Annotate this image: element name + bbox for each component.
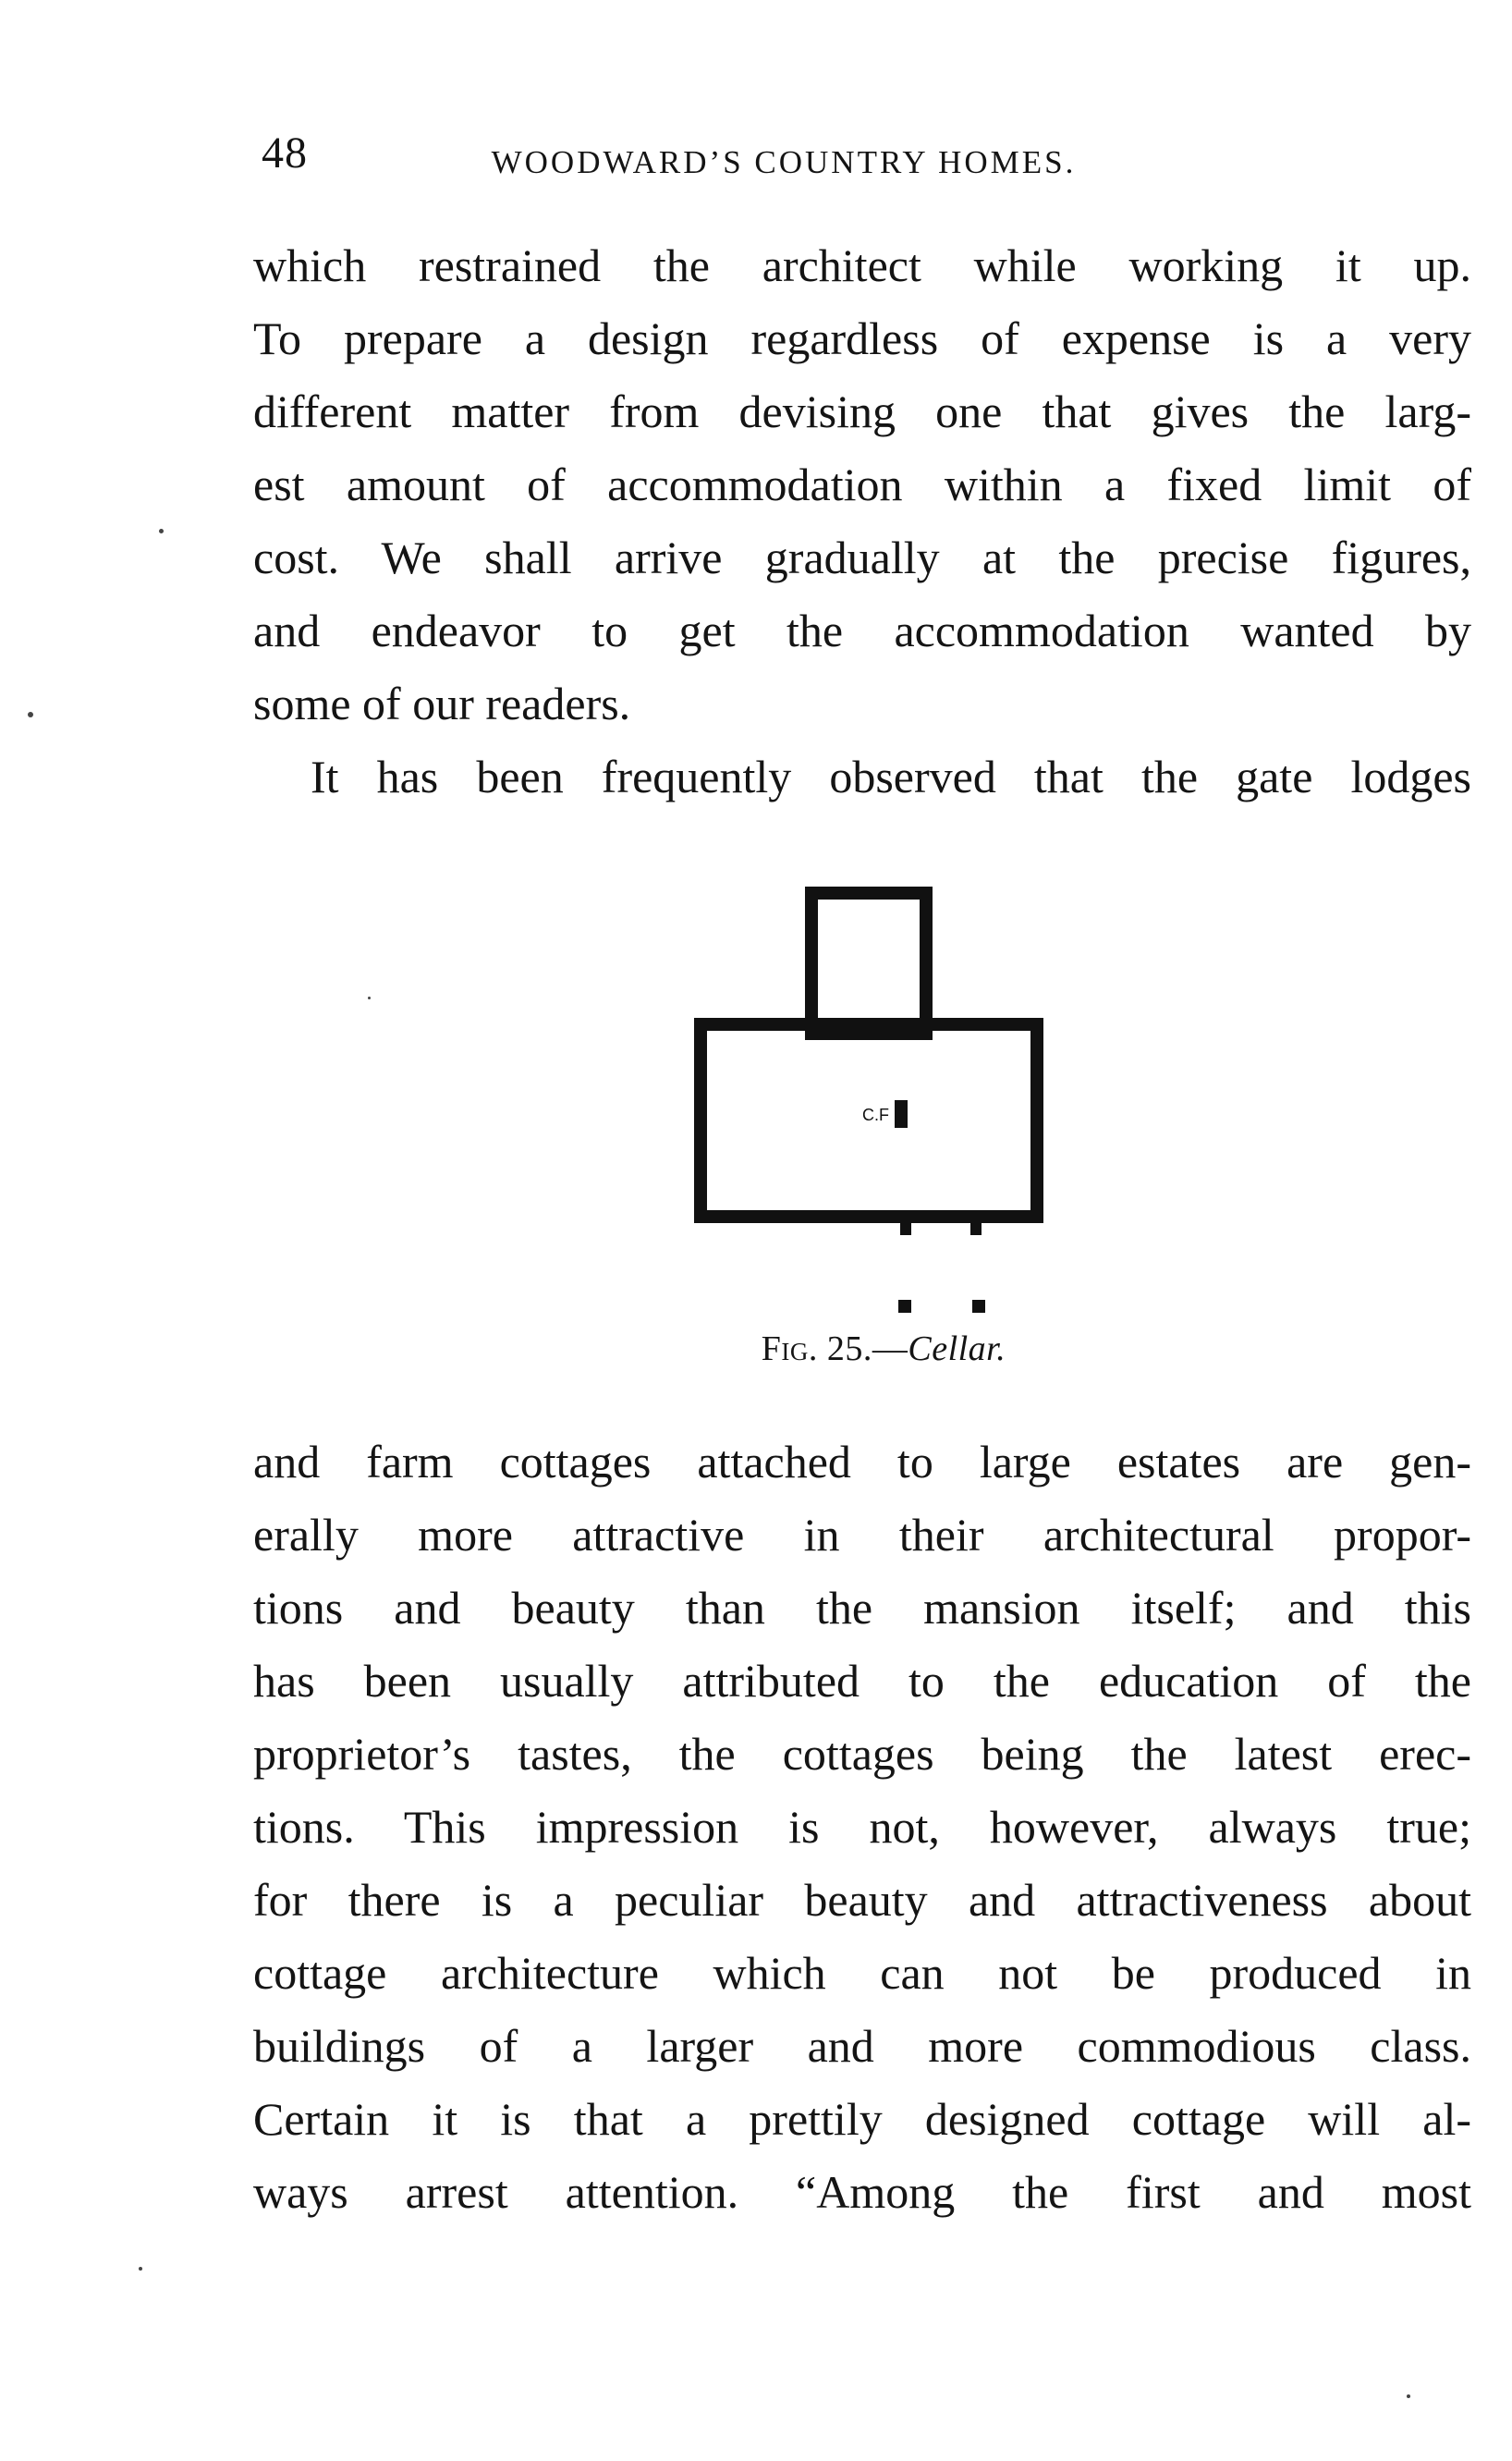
- pier-right: [972, 1300, 985, 1313]
- text-line: erally more attractive in their architectural propor-: [253, 1509, 1471, 1561]
- figure-number: Fig. 25.—: [761, 1329, 908, 1368]
- text-line: Certain it is that a prettily designed cottage will al-: [253, 2093, 1471, 2145]
- upper-room-wall: [811, 893, 926, 1034]
- scan-speck: [1407, 2394, 1410, 2398]
- text-line: tions. This impression is not, however, always true;: [253, 1801, 1471, 1853]
- text-line: has been usually attributed to the education of the: [253, 1655, 1471, 1707]
- text-line: cottage architecture which can not be produced in: [253, 1947, 1471, 1999]
- page-number: 48: [262, 129, 308, 178]
- text-line: buildings of a larger and more commodious class.: [253, 2020, 1471, 2072]
- text-line: cost. We shall arrive gradually at the precise figures,: [253, 532, 1471, 583]
- text-line: tions and beauty than the mansion itself; and this: [253, 1582, 1471, 1634]
- scan-speck: [28, 712, 33, 717]
- cellar-plan-drawing: [684, 878, 1054, 1322]
- scan-speck: [159, 529, 164, 533]
- scan-speck: [139, 2267, 142, 2271]
- text-line: To prepare a design regardless of expense is a very: [253, 312, 1471, 364]
- figure-caption: [0, 1331, 1512, 1366]
- running-title-text: WOODWARD’S COUNTRY HOMES.: [491, 144, 1077, 180]
- text-line: for there is a peculiar beauty and attractiveness about: [253, 1874, 1471, 1926]
- text-line: proprietor’s tastes, the cottages being the latest erec-: [253, 1728, 1471, 1780]
- text-line: which restrained the architect while working it up.: [253, 239, 1471, 291]
- text-line: different matter from devising one that gives the larg-: [253, 386, 1471, 437]
- figure-title: Cellar.: [908, 1329, 1006, 1368]
- cellar-floor-plan: [684, 878, 1054, 1322]
- flue-label: C.F: [862, 1106, 889, 1124]
- text-line: and farm cottages attached to large estates are gen-: [253, 1436, 1471, 1488]
- text-block-bottom: [253, 1426, 1471, 2229]
- running-title: [0, 146, 1512, 178]
- wall-stub-right: [970, 1220, 982, 1235]
- text-line: est amount of accommodation within a fixed limit of: [253, 459, 1471, 510]
- text-block-top: [253, 229, 1471, 814]
- pier-left: [898, 1300, 911, 1313]
- wall-stub-left: [900, 1220, 911, 1235]
- text-line: and endeavor to get the accommodation wanted by: [253, 605, 1471, 656]
- text-line: It has been frequently observed that the gate lodges: [311, 751, 1471, 802]
- text-line: ways arrest attention. “Among the first and most: [253, 2166, 1471, 2218]
- text-line: some of our readers.: [253, 678, 631, 729]
- scan-speck: [368, 997, 371, 999]
- chimney-flue: [895, 1100, 908, 1128]
